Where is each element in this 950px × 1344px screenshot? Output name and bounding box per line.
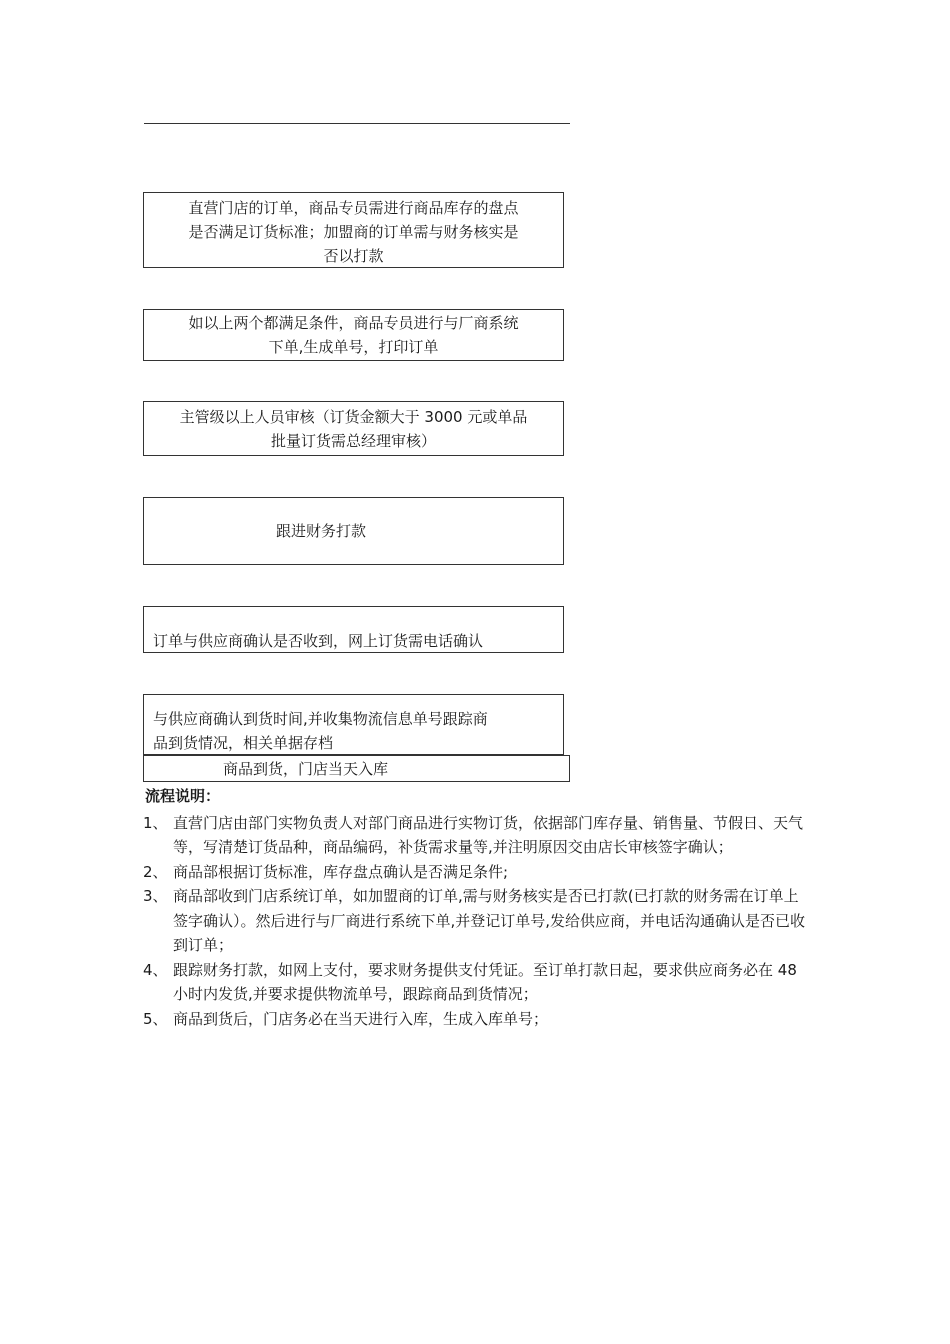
flow-step-line: 直营门店的订单，商品专员需进行商品库存的盘点 <box>188 199 519 217</box>
flow-step-line: 商品到货，门店当天入库 <box>223 760 389 778</box>
flow-step-line: 品到货情况，相关单据存档 <box>153 734 334 752</box>
notes-title: 流程说明： <box>145 787 221 805</box>
note-number: 4、 <box>143 960 168 979</box>
flow-step-supplier-confirm <box>143 606 564 653</box>
flow-step-line: 跟进财务打款 <box>276 522 367 540</box>
header-rule <box>144 123 570 124</box>
note-text: 商品到货后，门店务必在当天进行入库，生成入库单号； <box>173 1009 549 1028</box>
flow-step-line: 主管级以上人员审核（订货金额大于 3000 元或单品 <box>179 408 528 426</box>
flow-step-verify-stock <box>143 192 564 268</box>
note-item <box>143 884 813 958</box>
flow-step-line: 订单与供应商确认是否收到，网上订货需电话确认 <box>153 632 484 650</box>
flow-step-payment-follow-up <box>143 497 564 565</box>
flow-step-line: 批量订货需总经理审核） <box>270 432 436 450</box>
flow-step-goods-arrival <box>143 755 570 782</box>
flow-step-line: 与供应商确认到货时间,并收集物流信息单号跟踪商 <box>153 710 488 728</box>
note-text: 跟踪财务打款，如网上支付，要求财务提供支付凭证。至订单打款日起，要求供应商务必在 48 小时内发货,并要求提供物流单号，跟踪商品到货情况； <box>173 960 797 1003</box>
flow-step-line: 下单,生成单号，打印订单 <box>268 338 439 356</box>
note-item <box>143 958 813 1007</box>
note-text: 直营门店由部门实物负责人对部门商品进行实物订货，依据部门库存量、销售量、节假日、天气等，写清楚订货品种，商品编码，补货需求量等,并注明原因交由店长审核签字确认； <box>173 813 804 856</box>
process-notes <box>143 784 813 1031</box>
note-text: 商品部收到门店系统订单，如加盟商的订单,需与财务核实是否已打款(已打款的财务需在订单上签字确认）。然后进行与厂商进行系统下单,并登记订单号,发给供应商，并电话沟通确认是否已收到订单； <box>173 887 806 954</box>
note-number: 1、 <box>143 813 168 832</box>
flow-step-place-order <box>143 309 564 361</box>
flow-step-delivery-tracking <box>143 694 564 755</box>
note-item <box>143 1007 813 1032</box>
flow-step-line: 如以上两个都满足条件，商品专员进行与厂商系统 <box>188 314 519 332</box>
flow-step-line: 否以打款 <box>323 247 384 265</box>
note-number: 5、 <box>143 1009 168 1028</box>
note-item <box>143 811 813 860</box>
note-number: 2、 <box>143 862 168 881</box>
note-number: 3、 <box>143 887 168 905</box>
flow-step-line: 是否满足订货标准；加盟商的订单需与财务核实是 <box>188 223 519 241</box>
flow-step-supervisor-review <box>143 401 564 456</box>
note-item <box>143 860 813 885</box>
note-text: 商品部根据订货标准，库存盘点确认是否满足条件; <box>173 862 509 881</box>
